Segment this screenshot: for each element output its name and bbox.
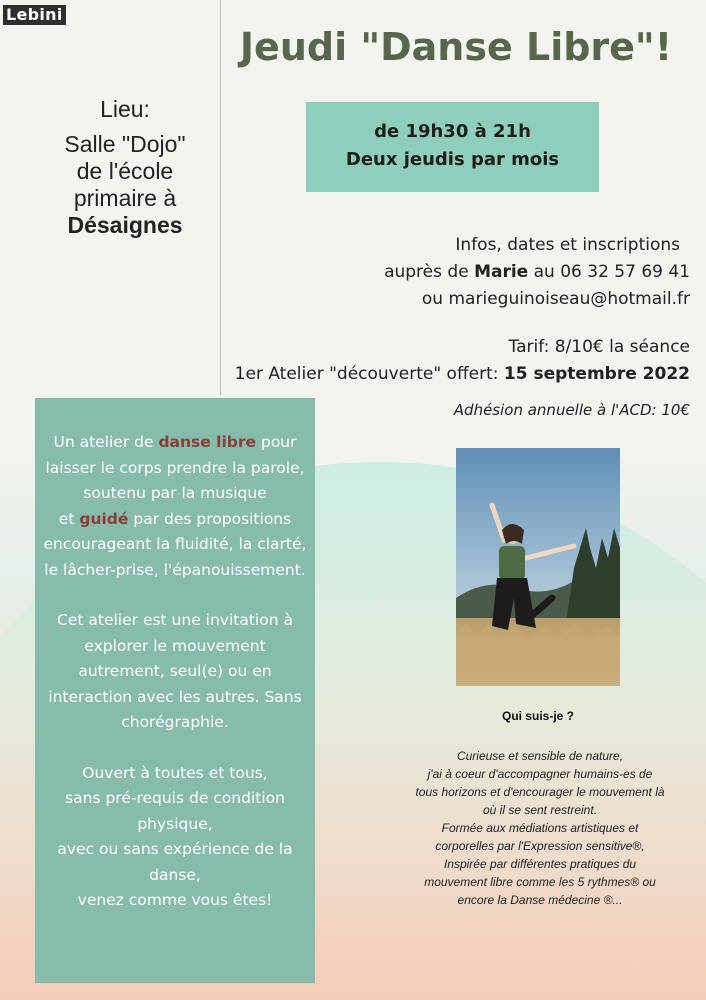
discovery-date: 15 septembre 2022 bbox=[503, 364, 690, 384]
watermark-logo: Lebini bbox=[3, 5, 66, 25]
about-text: Curieuse et sensible de nature, j'ai à coeur d'accompagner humains-es de tous horizons et d'encourager le mouvement là où il se sent restreint. Formée aux médiations artistiques et corporelles par l'Expression sensitive®, Inspirée par différentes pratiques du mouvement libre comme les 5 rythmes® ou encore la Danse médecine ®... bbox=[415, 749, 665, 907]
location-line: primaire à bbox=[73, 185, 177, 211]
contact-email[interactable]: marieguinoiseau@hotmail.fr bbox=[448, 289, 690, 309]
schedule-time: de 19h30 à 21h bbox=[374, 121, 531, 142]
schedule-box bbox=[306, 102, 599, 192]
location-label: Lieu: bbox=[100, 96, 150, 122]
contact-info bbox=[384, 232, 690, 313]
schedule-frequency: Deux jeudis par mois bbox=[345, 149, 560, 170]
contact-phone: 06 32 57 69 41 bbox=[560, 262, 690, 282]
price-line: Tarif: 8/10€ la séance bbox=[508, 337, 690, 357]
dancer-photo bbox=[456, 448, 620, 686]
vertical-divider bbox=[220, 0, 221, 395]
membership-fee: Adhésion annuelle à l'ACD: 10€ bbox=[453, 401, 690, 419]
highlight-guide: guidé bbox=[79, 509, 129, 528]
about-heading: Qui suis-je ? bbox=[501, 709, 574, 723]
highlight-danse-libre: danse libre bbox=[158, 433, 257, 451]
contact-email-line: ou marieguinoiseau@hotmail.fr bbox=[421, 289, 690, 309]
description-paragraph: Cet atelier est une invitation à explorer le mouvement autrement, seul(e) ou en interaction avec les autres. Sans chorégraphie. bbox=[48, 611, 302, 731]
contact-phone-line: auprès de Marie au 06 32 57 69 41 bbox=[384, 262, 690, 282]
location-line: Salle "Dojo" bbox=[64, 131, 186, 157]
description-paragraph: Ouvert à toutes et tous, sans pré-requis de condition physique, avec ou sans expérience de la danse, venez comme vous êtes! bbox=[57, 763, 293, 909]
pricing-info bbox=[235, 334, 690, 388]
description-panel bbox=[35, 398, 315, 983]
discovery-workshop-line: 1er Atelier "découverte" offert: 15 septembre 2022 bbox=[234, 364, 690, 384]
location-block bbox=[30, 96, 220, 239]
contact-name: Marie bbox=[474, 262, 529, 282]
contact-heading: Infos, dates et inscriptions bbox=[455, 235, 680, 255]
description-paragraph: Un atelier de danse libre pour laisser le corps prendre la parole, soutenu par la musique et guidé par des propositions encourageant la fluidité, la clarté, le lâcher-prise, l'épanouissement. bbox=[43, 433, 307, 579]
page-title: Jeudi "Danse Libre"! bbox=[239, 25, 673, 69]
location-town: Désaignes bbox=[67, 212, 183, 238]
location-line: de l'école bbox=[76, 158, 174, 184]
dancer-illustration bbox=[456, 448, 620, 686]
